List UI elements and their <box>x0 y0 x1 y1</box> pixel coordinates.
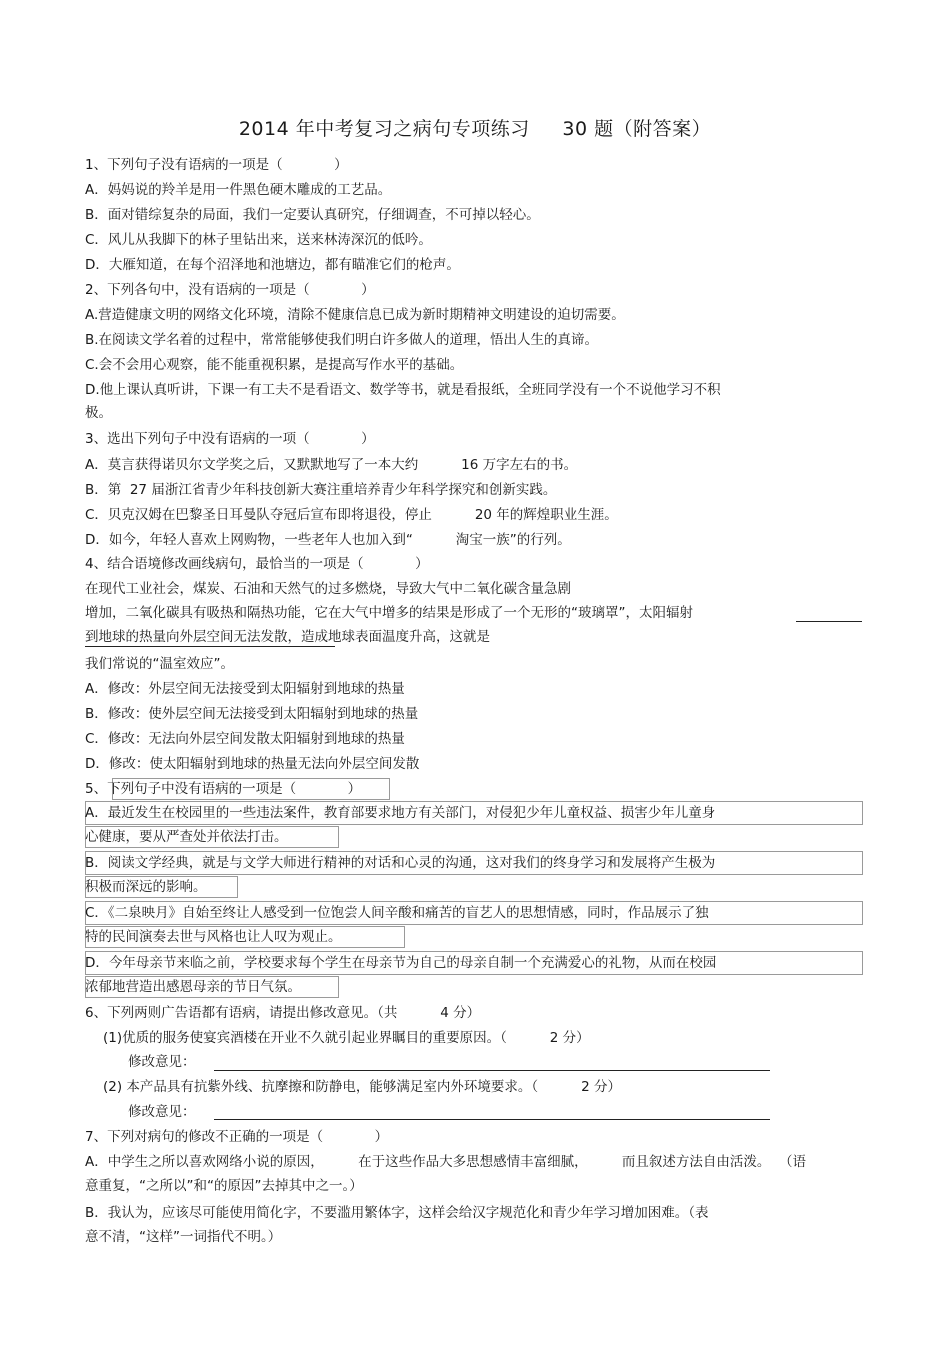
question-3-option-a: A．莫言获得诺贝尔文学奖之后，又默默地写了一本大约 16 万字左右的书。 <box>85 457 578 473</box>
question-4-option-a: A．修改：外层空间无法接受到太阳辐射到地球的热量 <box>85 681 405 697</box>
question-3-option-c: C．贝克汉姆在巴黎圣日耳曼队夺冠后宣布即将退役，停止 20 年的辉煌职业生涯。 <box>85 507 618 523</box>
question-5-option-c-line1: C．《二泉映月》自始至终让人感受到一位饱尝人间辛酸和痛苦的盲艺人的思想情感，同时，作品展示了独 <box>85 905 709 921</box>
question-4-passage-line4: 我们常说的“温室效应”。 <box>85 656 234 672</box>
document-title: 2014 年中考复习之病句专项练习 30 题（附答案） <box>238 118 712 140</box>
answer-line-2[interactable] <box>214 1119 770 1120</box>
question-2-option-a: A.营造健康文明的网络文化环境，清除不健康信息已成为新时期精神文明建设的迫切需要。 <box>85 307 625 323</box>
revision-label-1: 修改意见： <box>128 1054 196 1070</box>
question-2-option-d-line1: D.他上课认真听讲，下课一有工夫不是看语文、数学等书，就是看报纸，全班同学没有一个不说他学习不积 <box>85 382 721 398</box>
question-5-stem: 5、下列句子中没有语病的一项是（ ） <box>85 781 362 797</box>
question-4-passage-line2: 增加，二氧化碳具有吸热和隔热功能，它在大气中增多的结果是形成了一个无形的“玻璃罩”，太阳辐射 <box>85 605 693 621</box>
question-5-option-d-line2: 浓郁地营造出感恩母亲的节日气氛。 <box>85 979 301 995</box>
question-1-stem: 1、下列句子没有语病的一项是（ ） <box>85 157 348 173</box>
question-5-option-a-line1: A．最近发生在校园里的一些违法案件，教育部要求地方有关部门，对侵犯少年儿童权益、损害少年儿童身 <box>85 805 716 821</box>
passage-underline-left <box>85 646 335 647</box>
question-2-option-b: B.在阅读文学名着的过程中，常常能够使我们明白许多做人的道理，悟出人生的真谛。 <box>85 332 599 348</box>
question-2-option-d-line2: 极。 <box>85 405 112 421</box>
question-1-option-c: C．风儿从我脚下的林子里钻出来，送来林涛深沉的低吟。 <box>85 232 432 248</box>
question-5-option-b-line2: 积极而深远的影响。 <box>85 879 207 895</box>
question-4-option-c: C．修改：无法向外层空间发散太阳辐射到地球的热量 <box>85 731 405 747</box>
question-4-passage-line3: 到地球的热量向外层空间无法发散，造成地球表面温度升高，这就是 <box>85 629 490 645</box>
question-5-option-a-line2: 心健康，要从严查处并依法打击。 <box>85 829 288 845</box>
question-7-stem: 7、下列对病句的修改不正确的一项是（ ） <box>85 1129 389 1145</box>
question-3-stem: 3、选出下列句子中没有语病的一项（ ） <box>85 431 375 447</box>
question-1-option-a: A．妈妈说的羚羊是用一件黑色硬木雕成的工艺品。 <box>85 182 392 198</box>
question-3-option-b: B．第 27 届浙江省青少年科技创新大赛注重培养青少年科学探究和创新实践。 <box>85 482 557 498</box>
question-2-option-c: C.会不会用心观察，能不能重视积累，是提高写作水平的基础。 <box>85 357 464 373</box>
question-1-option-b: B．面对错综复杂的局面，我们一定要认真研究，仔细调查，不可掉以轻心。 <box>85 207 540 223</box>
question-6-stem: 6、下列两则广告语都有语病，请提出修改意见。（共 4 分） <box>85 1005 481 1021</box>
question-6-item-1: (1)优质的服务使宴宾酒楼在开业不久就引起业界瞩目的重要原因。（ 2 分） <box>103 1030 590 1046</box>
question-4-stem: 4、结合语境修改画线病句，最恰当的一项是（ ） <box>85 556 429 572</box>
question-7-option-b-line1: B．我认为，应该尽可能使用简化字，不要滥用繁体字，这样会给汉字规范化和青少年学习增加困难。（表 <box>85 1205 709 1221</box>
passage-underline-right <box>796 621 862 622</box>
question-3-option-d: D．如今，年轻人喜欢上网购物，一些老年人也加入到“ 淘宝一族”的行列。 <box>85 532 571 548</box>
question-5-option-d-line1: D．今年母亲节来临之前，学校要求每个学生在母亲节为自己的母亲自制一个充满爱心的礼物，从而在校园 <box>85 955 717 971</box>
question-7-option-a-line2: 意重复，“之所以”和“的原因”去掉其中之一。） <box>85 1178 363 1194</box>
question-4-option-b: B．修改：使外层空间无法接受到太阳辐射到地球的热量 <box>85 706 419 722</box>
question-1-option-d: D．大雁知道，在每个沼泽地和池塘边，都有瞄准它们的枪声。 <box>85 257 460 273</box>
question-5-option-b-line1: B．阅读文学经典，就是与文学大师进行精神的对话和心灵的沟通，这对我们的终身学习和发展将产生极为 <box>85 855 716 871</box>
question-4-option-d: D．修改：使太阳辐射到地球的热量无法向外层空间发散 <box>85 756 420 772</box>
question-2-stem: 2、下列各句中，没有语病的一项是（ ） <box>85 282 375 298</box>
question-5-option-c-line2: 特的民间演奏去世与风格也让人叹为观止。 <box>85 929 342 945</box>
question-6-item-2: (2) 本产品具有抗紫外线、抗摩擦和防静电，能够满足室内外环境要求。（ 2 分） <box>103 1079 621 1095</box>
question-7-option-b-line2: 意不清，“这样”一词指代不明。） <box>85 1229 282 1245</box>
question-7-option-a-line1: A．中学生之所以喜欢网络小说的原因， 在于这些作品大多思想感情丰富细腻， 而且叙述方法自由活泼。 （语 <box>85 1154 806 1170</box>
answer-line-1[interactable] <box>214 1070 770 1071</box>
revision-label-2: 修改意见： <box>128 1104 196 1120</box>
question-4-passage-line1: 在现代工业社会，煤炭、石油和天然气的过多燃烧，导致大气中二氧化碳含量急剧 <box>85 581 571 597</box>
